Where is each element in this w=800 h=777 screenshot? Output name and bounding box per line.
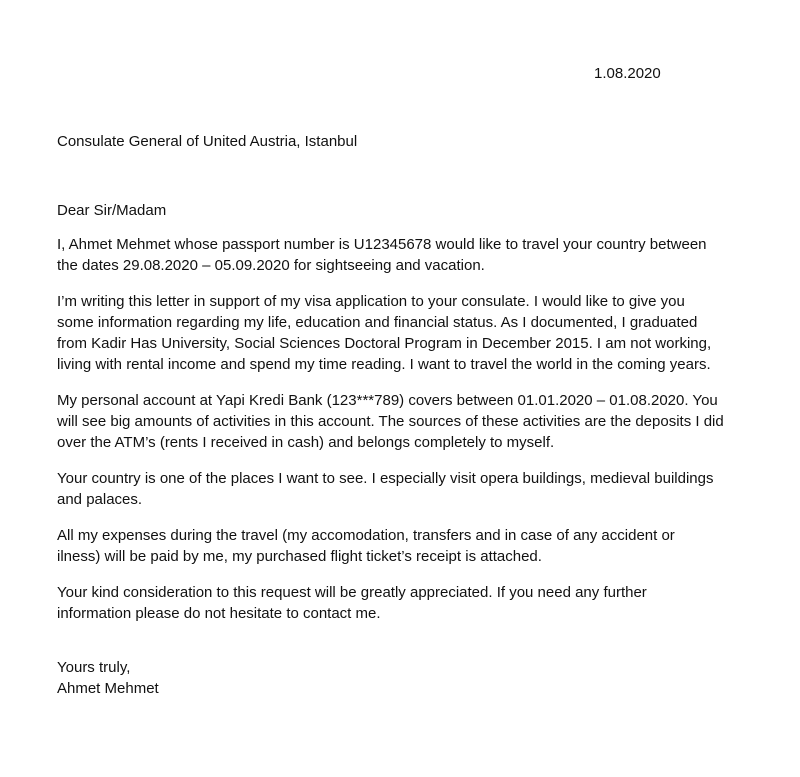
paragraph-places: Your country is one of the places I want to see. I especially visit opera buildings, medieval buildings and palaces. [57, 470, 714, 508]
addressee: Consulate General of United Austria, Istanbul [57, 133, 358, 150]
signature-name: Ahmet Mehmet [57, 680, 159, 697]
salutation: Dear Sir/Madam [57, 202, 167, 219]
paragraph-request: Your kind consideration to this request will be greatly appreciated. If you need any further information please do not hesitate to contact me. [57, 584, 647, 622]
closing-block [57, 657, 159, 699]
paragraph-background: I’m writing this letter in support of my visa application to your consulate. I would like to give you some information regarding my life, education and financial status. As I documented, I graduated from Kadir Has University, Social Sciences Doctoral Program in December 2015. I am not working, living with rental income and spend my time reading. I want to travel the world in the coming years. [57, 293, 712, 373]
paragraph-bank-account: My personal account at Yapi Kredi Bank (123***789) covers between 01.01.2020 – 01.08.2020. You will see big amounts of activities in this account. The sources of these activities are the deposits I did over the ATM’s (rents I received in cash) and belongs completely to myself. [57, 392, 724, 451]
paragraph-expenses: All my expenses during the travel (my accomodation, transfers and in case of any accident or ilness) will be paid by me, my purchased flight ticket’s receipt is attached. [57, 527, 675, 565]
closing-phrase: Yours truly, [57, 659, 131, 676]
paragraph-travel-intent: I, Ahmet Mehmet whose passport number is U12345678 would like to travel your country between the dates 29.08.2020 – 05.09.2020 for sightseeing and vacation. [57, 236, 707, 274]
letter-date: 1.08.2020 [594, 65, 661, 82]
letter-body [57, 234, 757, 639]
